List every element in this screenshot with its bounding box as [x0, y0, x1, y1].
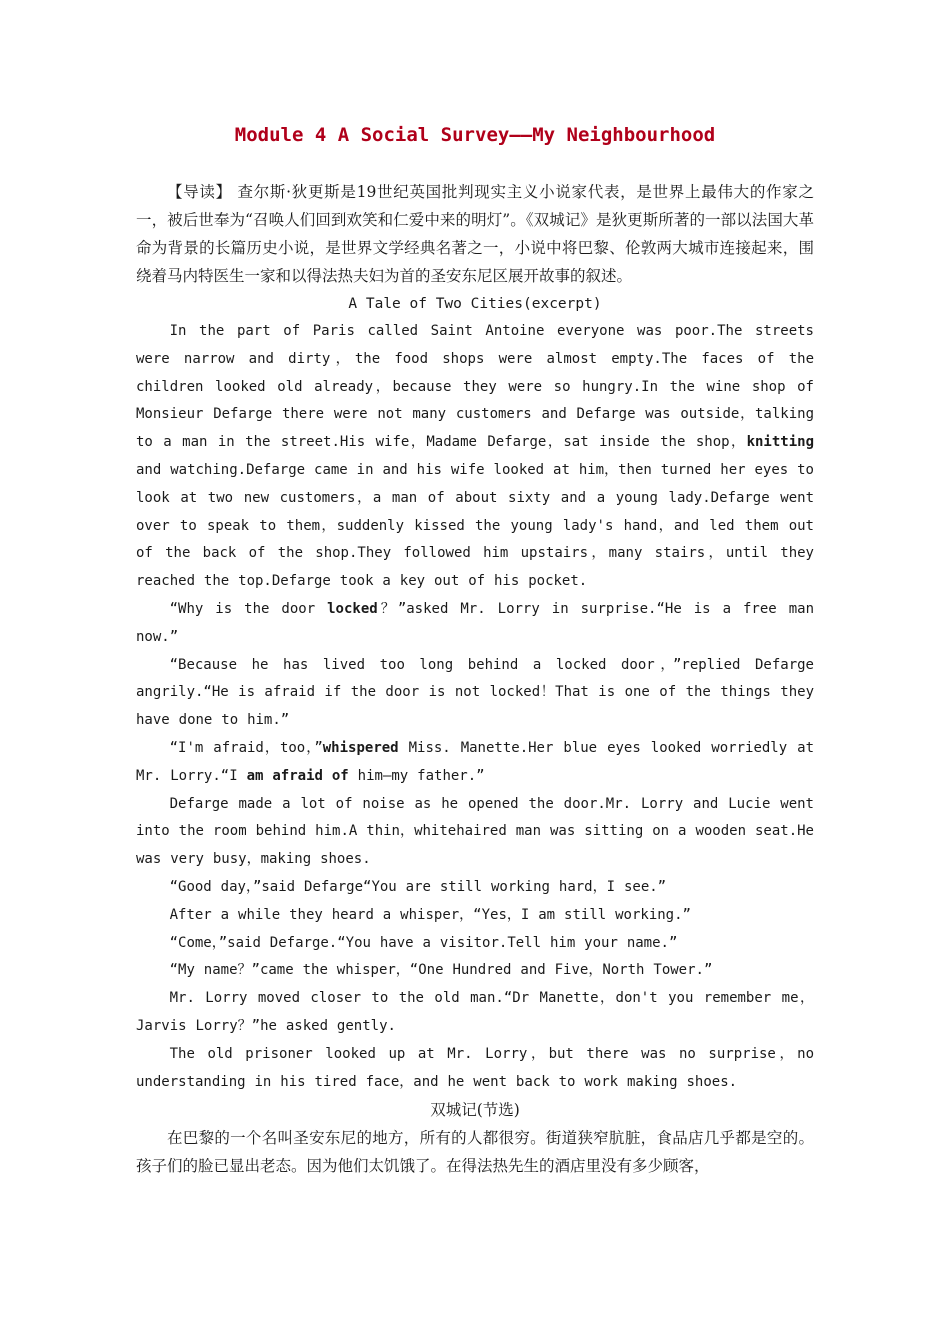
paragraph-text: The old prisoner looked up at Mr. Lorry，but there was no surprise，no understanding in his tired face，and he went back to work making shoes.: [136, 1045, 814, 1090]
passage-paragraph-1: [136, 318, 814, 596]
passage-paragraph-8: [136, 930, 814, 958]
paragraph-text: After a while they heard a whisper，“Yes，I am still working.”: [169, 906, 691, 923]
highlighted-word: locked: [327, 600, 378, 617]
document-page: [136, 118, 814, 1180]
paragraph-text: “Why is the door: [169, 600, 328, 617]
passage-paragraph-6: [136, 874, 814, 902]
paragraph-text: and watching.Defarge came in and his wife looked at him，then turned her eyes to look at two new customers，a man of about sixty and a young lady.Defarge went over to speak to them，suddenly kissed the young lady's hand，and led them out of the back of the shop.They followed him upstairs，many stairs，until they reached the top.Defarge took a key out of his pocket.: [136, 461, 814, 590]
passage-paragraph-10: [136, 985, 814, 1041]
paragraph-text: In the part of Paris called Saint Antoine everyone was poor.The streets were narrow and dirty，the food shops were almost empty.The faces of the children looked old already，because they were so hungry.In the wine shop of Monsieur Defarge there were not many customers and Defarge was outside，talking to a man in the street.His wife，Madame Defarge，sat inside the shop，: [136, 323, 814, 451]
intro-paragraph: [136, 178, 814, 290]
intro-text: 查尔斯·狄更斯是19世纪英国批判现实主义小说家代表，是世界上最伟大的作家之一，被后世奉为“召唤人们回到欢笑和仁爱中来的明灯”。《双城记》是狄更斯所著的一部以法国大革命为背景的长篇历史小说，是世界文学经典名著之一，小说中将巴黎、伦敦两大城市连接起来，围绕着马内特医生一家和以得法热夫妇为首的圣安东尼区展开故事的叙述。: [136, 183, 814, 285]
paragraph-text: ？”asked Mr. Lorry in surprise.“He is a free man now.”: [136, 600, 814, 645]
paragraph-text: “Come，”said Defarge.“You have a visitor.Tell him your name.”: [169, 934, 678, 951]
paragraph-text: him—my father.”: [348, 767, 485, 784]
paragraph-text: “Because he has lived too long behind a locked door，”replied Defarge angrily.“He is afraid if the door is not locked！That is one of the things they have done to him.”: [136, 656, 814, 729]
paragraph-text: Mr. Lorry moved closer to the old man.“Dr Manette，don't you remember me，Jarvis Lorry？”he asked gently.: [136, 990, 814, 1034]
highlighted-word: whispered: [322, 739, 399, 756]
chinese-paragraph-1: 在巴黎的一个名叫圣安东尼的地方，所有的人都很穷。街道狭窄肮脏，食品店几乎都是空的。孩子们的脸已显出老态。因为他们太饥饿了。在得法热先生的酒店里没有多少顾客，: [136, 1129, 814, 1176]
paragraph-text: “My name？”came the whisper，“One Hundred and Five，North Tower.”: [169, 962, 713, 979]
passage-paragraph-2: [136, 596, 814, 652]
highlighted-phrase: am afraid of: [246, 767, 349, 784]
chinese-passage-title: 双城记(节选): [430, 1101, 520, 1120]
intro-tag: 【导读】: [167, 183, 232, 201]
paragraph-text: Defarge made a lot of noise as he opened the door.Mr. Lorry and Lucie went into the room behind him.A thin，whitehaired man was sitting on a wooden seat.He was very busy，making shoes.: [136, 795, 814, 868]
passage-paragraph-9: [136, 957, 814, 985]
passage-paragraph-11: [136, 1041, 814, 1097]
passage-paragraph-5: [136, 791, 814, 874]
passage-paragraph-7: [136, 902, 814, 930]
page-title: Module 4 A Social Survey——My Neighbourhood: [234, 124, 716, 146]
highlighted-word: knitting: [746, 434, 814, 451]
paragraph-text: Miss. Manette.Her blue eyes looked worriedly at Mr. Lorry.“I: [136, 739, 814, 784]
passage-paragraph-4: [136, 735, 814, 791]
passage-paragraph-3: [136, 652, 814, 735]
paragraph-text: “Good day，”said Defarge“You are still working hard，I see.”: [169, 878, 667, 895]
english-passage-title: A Tale of Two Cities(excerpt): [348, 296, 602, 312]
paragraph-text: “I'm afraid，too，”: [169, 739, 323, 756]
